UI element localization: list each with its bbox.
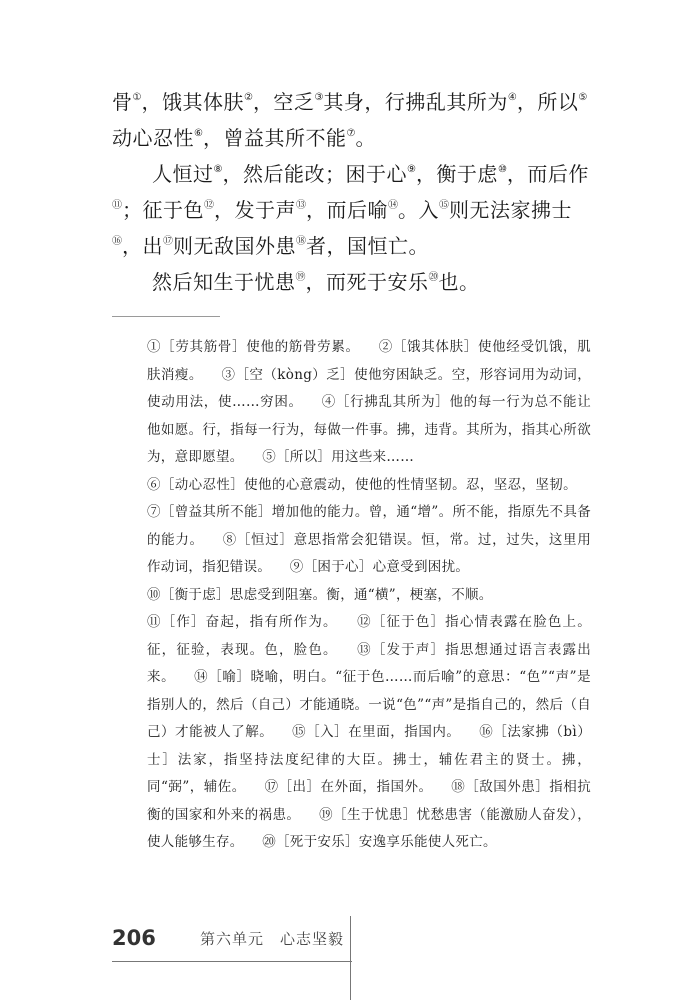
footnote-14: ⑭［喻］晓喻，明白。“征于色……而后喻”的意思：“色”“声”是指别人的，然后（自己）才能通晓。一说“色”“声”是指自己的，然后（自己）才能被人了解。 xyxy=(147,669,591,740)
footnote-10: ⑩［衡于虑］思虑受到阻塞。衡，通“横”，梗塞，不顺。 xyxy=(147,586,493,603)
footnote-marker: ⑬ xyxy=(296,200,306,211)
footnote-marker: ③ xyxy=(314,92,324,103)
footer-vertical-rule xyxy=(350,916,351,1000)
footnotes xyxy=(147,334,591,857)
footnote-5: ⑤［所以］用这些来…… xyxy=(262,449,415,465)
footnote-marker: ⑪ xyxy=(112,200,122,211)
footnote-4: ④［行拂乱其所为］他的每一行为总不能让他如愿。行，指每一行为，每做一件事。拂，违背。其所为，指其心所欲为，意即愿望。 xyxy=(147,394,591,465)
footnote-marker: ① xyxy=(132,92,142,103)
footnote-8: ⑧［恒过］意思指常会犯错误。恒，常。过，过失，这里用作动词，指犯错误。 xyxy=(147,531,591,575)
footnote-marker: ⑩ xyxy=(497,164,507,175)
footnote-marker: ⑳ xyxy=(428,272,439,283)
paragraph-3: 然后知生于忧患⑲，而死于安乐⑳也。 xyxy=(152,270,480,294)
footnote-marker: ⑭ xyxy=(388,200,398,211)
footer-horizontal-rule xyxy=(112,961,352,962)
footnote-17: ⑰［出］在外面，指国外。 xyxy=(264,779,433,795)
paragraph-2: 人恒过⑧，然后能改；困于心⑨，衡于虑⑩，而后作⑪；征于色⑫，发于声⑬，而后喻⑭。入⑮则无法家拂士⑯，出⑰则无敌国外患⑱者，国恒亡。 xyxy=(112,162,589,258)
footnote-marker: ⑥ xyxy=(194,128,203,139)
footnote-2: ②［饿其体肤］使他经受饥饿，肌肤消瘦。 xyxy=(147,339,592,383)
footnote-marker: ⑨ xyxy=(406,164,416,175)
footnote-marker: ⑦ xyxy=(346,128,356,139)
footnote-20: ⑳［死于安乐］安逸享乐能使人死亡。 xyxy=(262,834,497,850)
footnote-15: ⑮［入］在里面，指国内。 xyxy=(292,724,461,740)
footnote-9: ⑨［困于心］心意受到困扰。 xyxy=(289,559,470,575)
main-text xyxy=(112,84,590,300)
footnote-1: ①［劳其筋骨］使他的筋骨劳累。 xyxy=(147,339,360,355)
unit-title: 第六单元 心志坚毅 xyxy=(200,930,345,948)
footnote-marker: ⑫ xyxy=(204,200,214,211)
footnote-marker: ⑤ xyxy=(578,92,588,103)
footnote-marker: ⑱ xyxy=(296,236,306,247)
footnote-18: ⑱［敌国外患］指相抗衡的国家和外来的祸患。 xyxy=(147,779,592,823)
footnote-divider xyxy=(112,316,220,317)
footnote-16: ⑯［法家拂（bì）士］法家，指坚持法度纪律的大臣。拂士，辅佐君主的贤士。拂，同“弼”，辅佐。 xyxy=(147,724,592,795)
footnote-marker: ⑯ xyxy=(112,236,122,247)
footnote-marker: ④ xyxy=(507,92,517,103)
footnote-3: ③［空（kòng）乏］使他穷困缺乏。空，形容词用为动词，使动用法，使……穷困。 xyxy=(147,366,592,410)
footnote-19: ⑲［生于忧患］忧愁患害（能激励人奋发），使人能够生存。 xyxy=(147,806,591,850)
footnote-6: ⑥［动心忍性］使他的心意震动，使他的性情坚韧。忍，坚忍，坚韧。 xyxy=(147,476,577,493)
footnote-12: ⑫［征于色］指心情表露在脸色上。征，征验，表现。色，脸色。 xyxy=(147,614,591,658)
footnote-7: ⑦［曾益其所不能］增加他的能力。曾，通“增”。所不能，指原先不具备的能力。 xyxy=(147,504,591,548)
footnote-marker: ② xyxy=(243,92,253,103)
paragraph-1: 骨①，饿其体肤②，空乏③其身，行拂乱其所为④，所以⑤动心忍性⑥，曾益其所不能⑦。 xyxy=(112,90,588,150)
footnote-marker: ⑲ xyxy=(295,272,306,283)
page-number: 206 xyxy=(112,926,156,950)
footnote-11: ⑪［作］奋起，指有所作为。 xyxy=(147,614,338,630)
footnote-marker: ⑰ xyxy=(163,236,173,247)
footnote-marker: ⑧ xyxy=(213,164,223,175)
footnote-13: ⑬［发于声］指思想通过语言表露出来。 xyxy=(147,641,591,685)
footnote-marker: ⑮ xyxy=(439,200,449,211)
